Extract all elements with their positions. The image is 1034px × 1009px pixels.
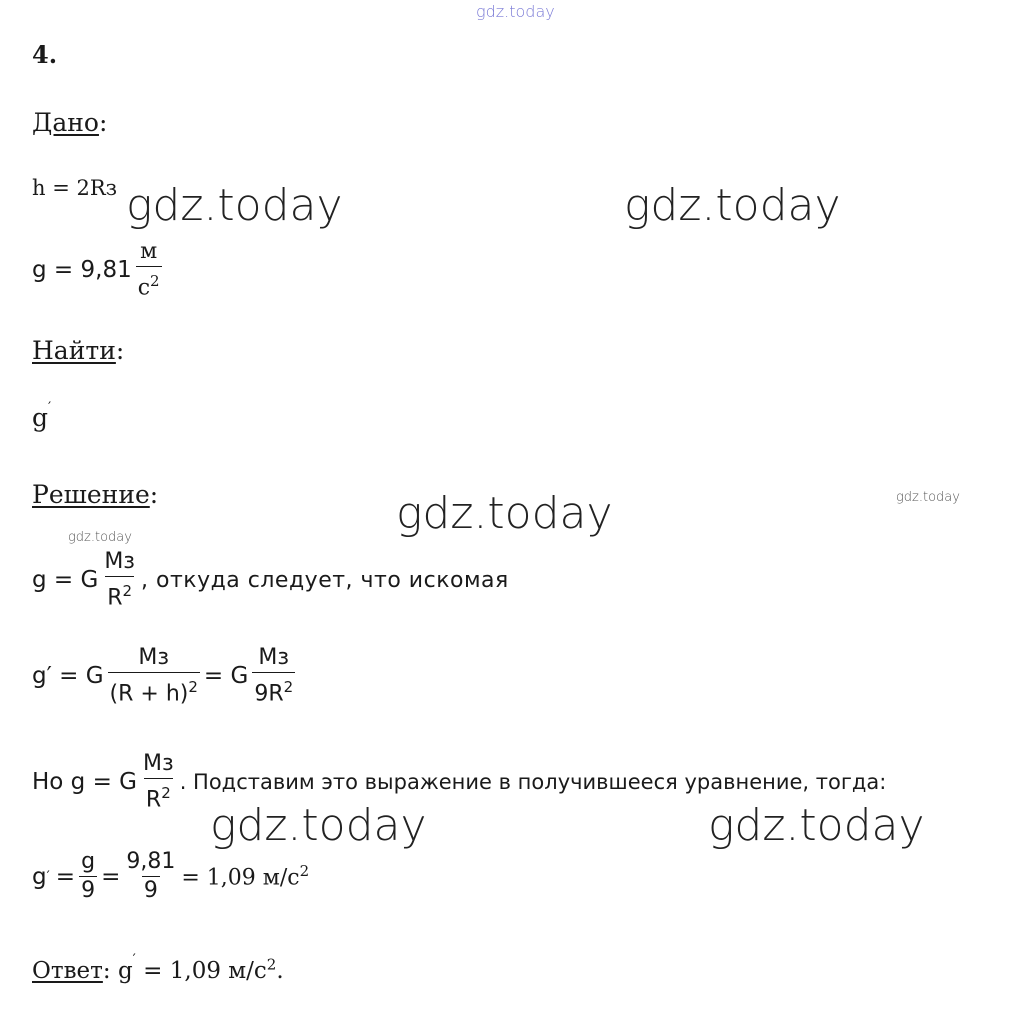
- eq1-den-base: R: [107, 585, 123, 611]
- eq3-left: Но g = G: [32, 769, 137, 796]
- answer-end: .: [276, 958, 284, 984]
- given-g-unit-den: [136, 266, 162, 300]
- given-g-unit-den-sup: 2: [150, 272, 160, 290]
- eq2-frac2: [252, 646, 295, 706]
- eq4-g: g: [32, 863, 47, 890]
- eq3-frac: [141, 752, 176, 812]
- eq4-den1: 9: [81, 878, 96, 903]
- eq1-left: g = G: [32, 567, 99, 594]
- given-g-unit-num: м: [140, 239, 158, 264]
- eq1-den: [105, 576, 134, 610]
- eq1-frac: [102, 550, 137, 610]
- find-heading: [32, 336, 124, 365]
- eq3-text: . Подставим это выражение в получившееся уравнение, тогда:: [179, 770, 887, 795]
- eq2-den2: [252, 672, 295, 706]
- eq1-text: , откуда следует, что искомая: [141, 567, 509, 593]
- eq1-den-sup: 2: [122, 582, 133, 600]
- eq4-eq1: =: [55, 863, 76, 890]
- find-heading-label: Найти: [32, 336, 116, 365]
- eq3-den-sup: 2: [161, 784, 171, 802]
- eq2-mid: = G: [203, 663, 249, 690]
- given-heading-colon: :: [98, 108, 108, 137]
- given-g-left: g = 9,81: [32, 257, 132, 284]
- eq2-den1: [108, 672, 200, 706]
- eq3: [32, 752, 886, 812]
- eq4: [32, 850, 309, 903]
- watermark-top: gdz.today: [476, 2, 555, 21]
- eq4-eq2: =: [101, 863, 121, 890]
- watermark-big-2: gdz.today: [624, 180, 841, 231]
- find-var-prime: ′: [48, 400, 52, 416]
- answer-g: g: [117, 958, 133, 984]
- eq2-num2: Mз: [258, 645, 290, 670]
- find-var: [32, 400, 51, 432]
- eq1-num: Mз: [104, 549, 136, 574]
- eq4-num2: 9,81: [126, 849, 176, 874]
- eq3-num: Mз: [143, 751, 174, 776]
- eq4-result: [181, 862, 309, 890]
- watermark-big-5: gdz.today: [708, 800, 925, 851]
- answer-prime: ′: [132, 952, 136, 968]
- watermark-small-2: gdz.today: [896, 490, 960, 505]
- find-heading-colon: :: [115, 336, 125, 365]
- eq3-den-base: R: [145, 787, 162, 813]
- eq2: [32, 646, 299, 706]
- answer-colon: :: [102, 958, 111, 984]
- watermark-big-3: gdz.today: [396, 488, 613, 539]
- eq4-den2: 9: [143, 878, 158, 903]
- solution-heading: [32, 480, 158, 509]
- eq3-den: [144, 778, 173, 812]
- answer-sup: 2: [266, 955, 277, 974]
- eq2-num1: Mз: [138, 645, 170, 670]
- eq2-frac1: [108, 646, 200, 706]
- eq4-num1: g: [81, 849, 96, 874]
- given-g-unit-den-base: с: [137, 275, 151, 301]
- answer-heading: Ответ: [32, 958, 103, 984]
- eq1: [32, 550, 509, 610]
- find-var-g: g: [32, 403, 49, 432]
- eq4-prime: ′: [46, 868, 50, 885]
- eq2-den1-base: (R + h): [109, 681, 189, 707]
- eq4-result-sup: 2: [299, 862, 310, 881]
- watermark-big-1: gdz.today: [126, 180, 343, 231]
- watermark-small-1: gdz.today: [68, 530, 132, 545]
- eq4-result-base: = 1,09 м/с: [181, 865, 300, 891]
- given-g-line: [32, 240, 166, 300]
- eq2-left: g′ = G: [32, 663, 104, 690]
- given-h-line: h = 2Rз: [32, 176, 118, 200]
- eq4-frac2: [124, 850, 177, 903]
- answer-line: [32, 952, 284, 984]
- answer-value: = 1,09 м/с: [135, 958, 267, 984]
- eq2-den1-sup: 2: [188, 678, 198, 696]
- problem-number: 4.: [32, 40, 58, 69]
- eq4-frac1: [79, 850, 97, 903]
- eq2-den2-base: 9R: [254, 681, 284, 707]
- watermark-big-4: gdz.today: [210, 800, 427, 851]
- given-heading: [32, 108, 107, 137]
- given-heading-label: Дано: [32, 108, 99, 137]
- given-g-unit: [136, 240, 162, 300]
- eq2-den2-sup: 2: [283, 678, 294, 696]
- solution-heading-label: Решение: [32, 480, 150, 509]
- solution-heading-colon: :: [149, 480, 159, 509]
